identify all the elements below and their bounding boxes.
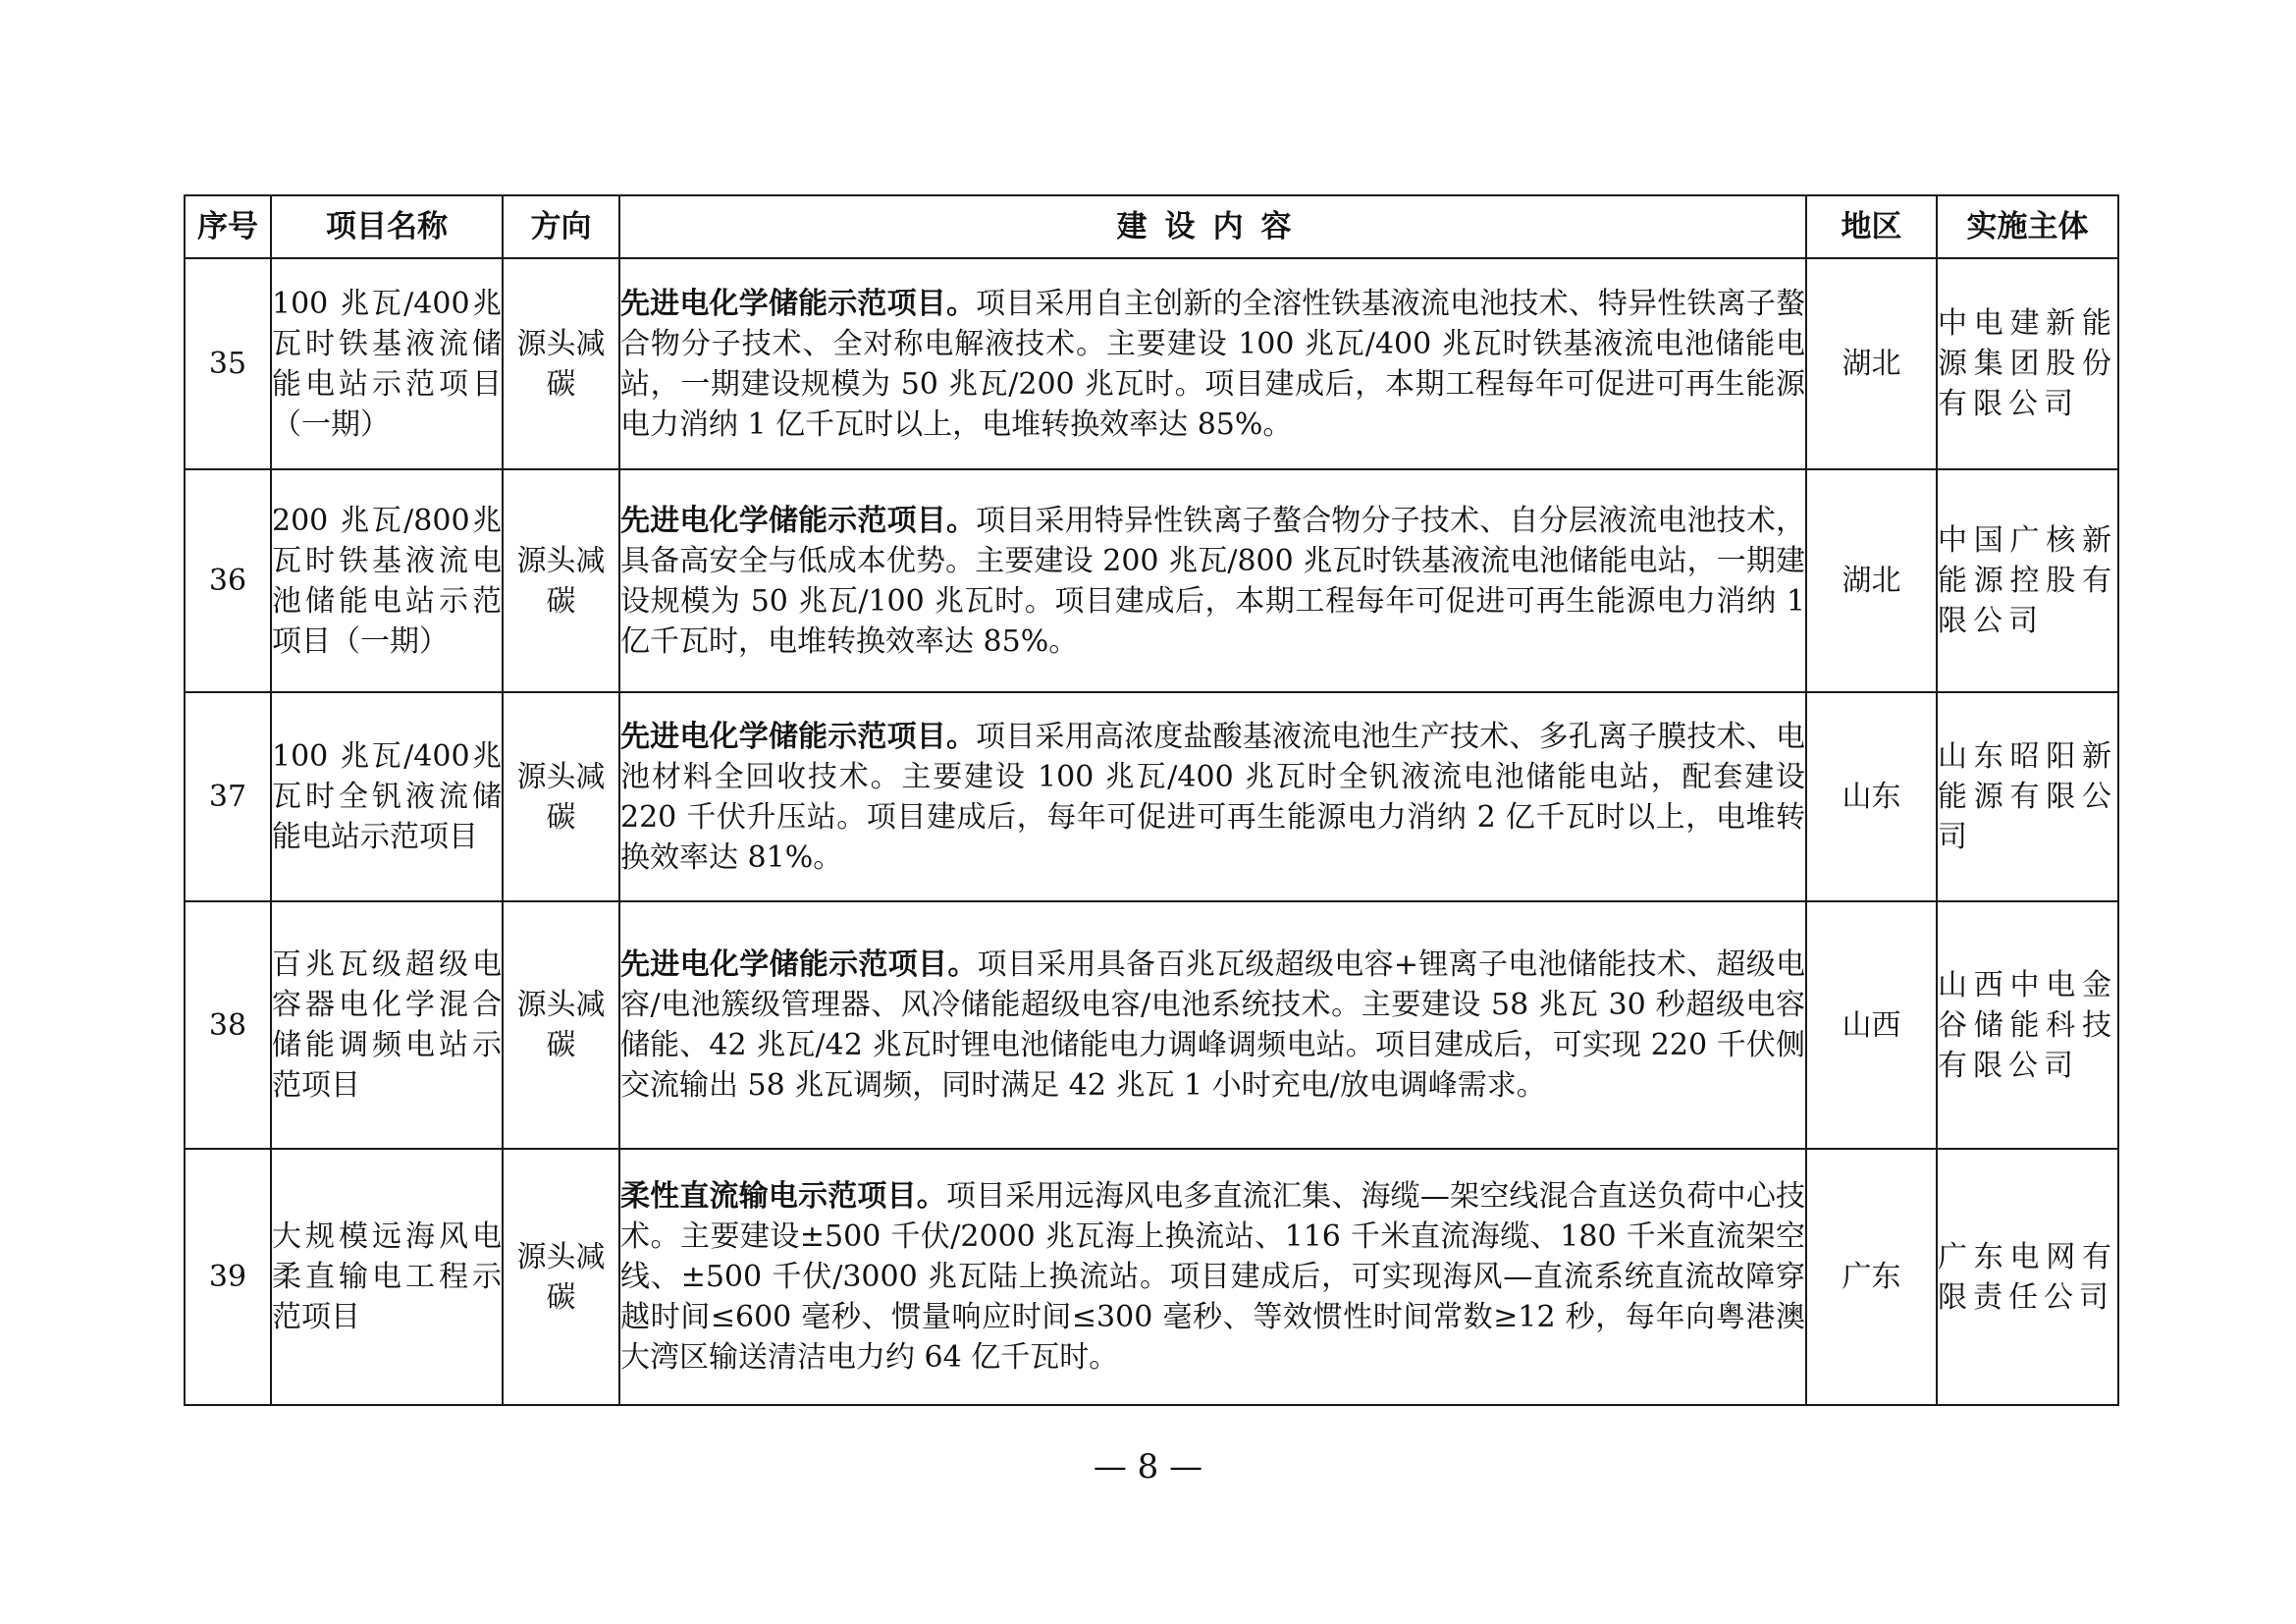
row-content-body: 项目采用自主创新的全溶性铁基液流电池技术、特异性铁离子螯合物分子技术、全对称电解液技术。主要建设 100 兆瓦/400 兆瓦时铁基液流电池储能电站，一期建设规模为 50 兆瓦/200 兆瓦时。项目建成后，本期工程每年可促进可再生能源电力消纳 1 亿千瓦时以上，电堆转换效率达 85%。 — [620, 286, 1806, 442]
header-no: 序号 — [185, 195, 271, 258]
row-name: 100 兆瓦/400兆瓦时铁基液流储能电站示范项目（一期） — [271, 258, 503, 469]
row-no: 38 — [185, 901, 271, 1149]
header-name: 项目名称 — [271, 195, 503, 258]
row-content-lead: 先进电化学储能示范项目。 — [620, 947, 978, 982]
row-content — [619, 469, 1806, 692]
row-content-lead: 先进电化学储能示范项目。 — [620, 719, 977, 754]
row-content — [619, 1149, 1806, 1405]
row-direction: 源头减碳 — [503, 692, 619, 901]
row-direction: 源头减碳 — [503, 258, 619, 469]
row-region: 山东 — [1806, 692, 1937, 901]
row-region: 湖北 — [1806, 469, 1937, 692]
table-row — [185, 469, 2118, 692]
row-content-body: 项目采用远海风电多直流汇集、海缆—架空线混合直送负荷中心技术。主要建设±500 千伏/2000 兆瓦海上换流站、116 千米直流海缆、180 千米直流架空线、±500 千伏/3000 兆瓦陆上换流站。项目建成后，可实现海风—直流系统直流故障穿越时间≤600 毫秒、惯量响应时间≤300 毫秒、等效惯性时间常数≥12 秒，每年向粤港澳大湾区输送清洁电力约 64 亿千瓦时。 — [620, 1179, 1806, 1375]
row-content — [619, 901, 1806, 1149]
row-no: 36 — [185, 469, 271, 692]
row-org: 山东昭阳新能源有限公司 — [1937, 692, 2118, 901]
row-no: 37 — [185, 692, 271, 901]
row-region: 广东 — [1806, 1149, 1937, 1405]
row-name: 大规模远海风电柔直输电工程示范项目 — [271, 1149, 503, 1405]
row-no: 39 — [185, 1149, 271, 1405]
row-org: 中电建新能源集团股份有限公司 — [1937, 258, 2118, 469]
header-direction: 方向 — [503, 195, 619, 258]
header-org: 实施主体 — [1937, 195, 2118, 258]
row-content-body: 项目采用特异性铁离子螯合物分子技术、自分层液流电池技术，具备高安全与低成本优势。主要建设 200 兆瓦/800 兆瓦时铁基液流电池储能电站，一期建设规模为 50 兆瓦/100 兆瓦时。项目建成后，本期工程每年可促进可再生能源电力消纳 1 亿千瓦时，电堆转换效率达 85%。 — [620, 503, 1806, 659]
row-content-body: 项目采用具备百兆瓦级超级电容+锂离子电池储能技术、超级电容/电池簇级管理器、风冷储能超级电容/电池系统技术。主要建设 58 兆瓦 30 秒超级电容储能、42 兆瓦/42 兆瓦时锂电池储能电力调峰调频电站。项目建成后，可实现 220 千伏侧交流输出 58 兆瓦调频，同时满足 42 兆瓦 1 小时充电/放电调峰需求。 — [620, 947, 1806, 1103]
row-direction: 源头减碳 — [503, 469, 619, 692]
table-header-row — [185, 195, 2118, 258]
header-content: 建设内容 — [619, 195, 1806, 258]
project-table — [184, 194, 2119, 1406]
row-content — [619, 692, 1806, 901]
row-org: 中国广核新能源控股有限公司 — [1937, 469, 2118, 692]
table-row — [185, 901, 2118, 1149]
row-name: 百兆瓦级超级电容器电化学混合储能调频电站示范项目 — [271, 901, 503, 1149]
row-org: 山西中电金谷储能科技有限公司 — [1937, 901, 2118, 1149]
row-direction: 源头减碳 — [503, 901, 619, 1149]
row-direction: 源头减碳 — [503, 1149, 619, 1405]
row-content-lead: 柔性直流输电示范项目。 — [620, 1179, 946, 1214]
row-region: 山西 — [1806, 901, 1937, 1149]
table-row — [185, 258, 2118, 469]
row-org: 广东电网有限责任公司 — [1937, 1149, 2118, 1405]
row-content-lead: 先进电化学储能示范项目。 — [620, 503, 977, 538]
table-row — [185, 1149, 2118, 1405]
row-no: 35 — [185, 258, 271, 469]
row-content — [619, 258, 1806, 469]
row-content-lead: 先进电化学储能示范项目。 — [620, 286, 977, 321]
row-region: 湖北 — [1806, 258, 1937, 469]
header-region: 地区 — [1806, 195, 1937, 258]
row-name: 200 兆瓦/800兆瓦时铁基液流电池储能电站示范项目（一期） — [271, 469, 503, 692]
row-content-body: 项目采用高浓度盐酸基液流电池生产技术、多孔离子膜技术、电池材料全回收技术。主要建设 100 兆瓦/400 兆瓦时全钒液流电池储能电站，配套建设 220 千伏升压站。项目建成后，每年可促进可再生能源电力消纳 2 亿千瓦时以上，电堆转换效率达 81%。 — [620, 719, 1806, 875]
page-number: — 8 — — [1093, 1447, 1203, 1487]
row-name: 100 兆瓦/400兆瓦时全钒液流储能电站示范项目 — [271, 692, 503, 901]
table-row — [185, 692, 2118, 901]
